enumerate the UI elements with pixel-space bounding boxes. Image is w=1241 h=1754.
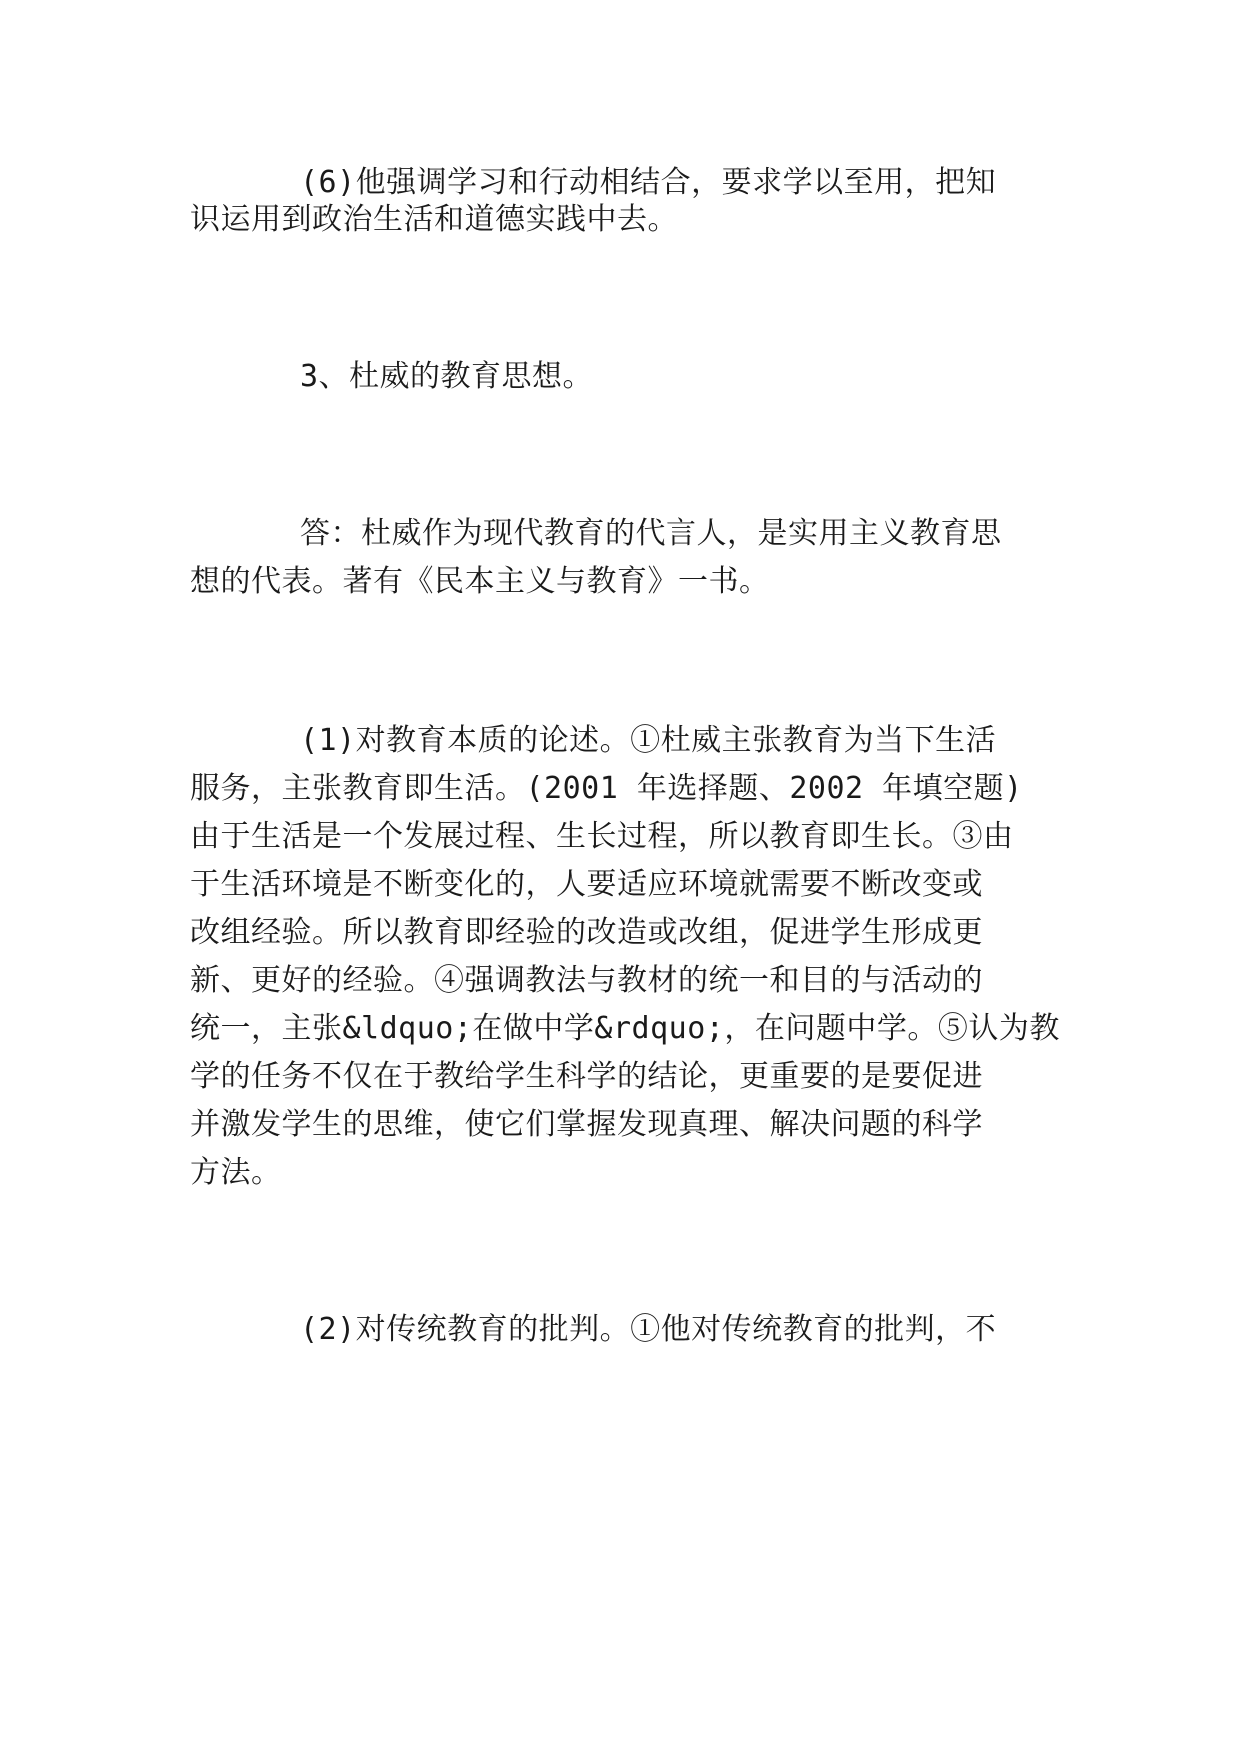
paragraph-2-line-1: (2)对传统教育的批判。①他对传统教育的批判，不 xyxy=(300,1312,997,1347)
paragraph-1-line-6: 新、更好的经验。④强调教法与教材的统一和目的与活动的 xyxy=(190,963,983,998)
answer-line-1: 答：杜威作为现代教育的代言人，是实用主义教育思 xyxy=(300,516,1002,551)
paragraph-1-line-8: 学的任务不仅在于教给学生科学的结论，更重要的是要促进 xyxy=(190,1059,983,1094)
paragraph-6-line-2: 识运用到政治生活和道德实践中去。 xyxy=(190,202,678,237)
paragraph-1-line-4: 于生活环境是不断变化的，人要适应环境就需要不断改变或 xyxy=(190,867,983,902)
paragraph-1-line-9: 并激发学生的思维，使它们掌握发现真理、解决问题的科学 xyxy=(190,1107,983,1142)
section-heading: 3、杜威的教育思想。 xyxy=(300,359,594,394)
answer-line-2: 想的代表。著有《民本主义与教育》一书。 xyxy=(190,564,770,599)
paragraph-6-line-1: (6)他强调学习和行动相结合，要求学以至用，把知 xyxy=(300,165,997,200)
paragraph-1-line-10: 方法。 xyxy=(190,1155,282,1190)
paragraph-1-line-1: (1)对教育本质的论述。①杜威主张教育为当下生活 xyxy=(300,723,997,758)
paragraph-1-line-2: 服务，主张教育即生活。(2001 年选择题、2002 年填空题) xyxy=(190,771,1023,806)
paragraph-1-line-7: 统一，主张&ldquo;在做中学&rdquo;，在问题中学。⑤认为教 xyxy=(190,1011,1060,1046)
paragraph-1-line-5: 改组经验。所以教育即经验的改造或改组，促进学生形成更 xyxy=(190,915,983,950)
paragraph-1-line-3: 由于生活是一个发展过程、生长过程，所以教育即生长。③由 xyxy=(190,819,1014,854)
